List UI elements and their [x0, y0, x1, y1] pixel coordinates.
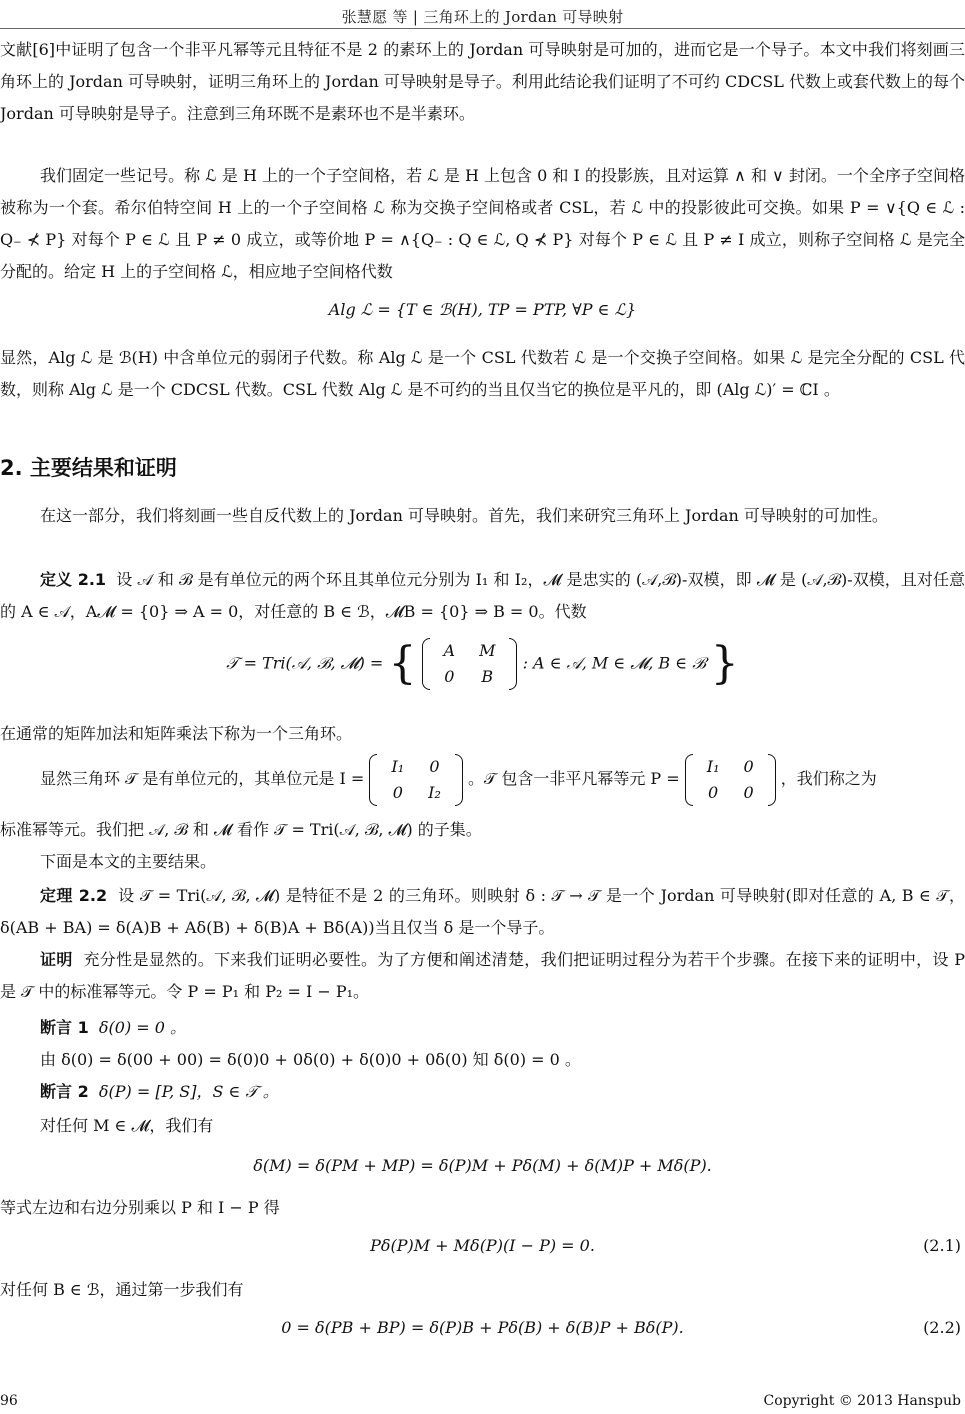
tri-matrix — [422, 638, 518, 690]
equation-delta-m: δ(M) = δ(PM + MP) = δ(P)M + Pδ(M) + δ(M)P + Mδ(P). — [253, 1156, 712, 1175]
standard-idempotent-paragraph: 标准幂等元。我们把 𝒜, ℬ 和 𝓜 看作 𝒯 = Tri(𝒜, ℬ, 𝓜) 的子集。 — [0, 820, 482, 839]
intro-paragraph-2: 我们固定一些记号。称 ℒ 是 H 上的一个子空间格，若 ℒ 是 H 上包含 0 和 I 的投影族，且对运算 ∧ 和 ∨ 封闭。一个全序子空间格被称为一个套。希尔伯特空间 H 上的一个子空间格 ℒ 称为交换子空间格或者 CSL，若 ℒ 中的投影彼此可交换。如果 P = ∨{Q ∈ ℒ : Q₋ ⊀ P} 对每个 P ∈ ℒ 且 P ≠ 0 成立，或等价地 P = ∧{Q₋ : Q ∈ ℒ, Q ⊀ P} 对每个 P ∈ ℒ 且 P ≠ I 成立，则称子空间格 ℒ 是完全分配的。给定 H 上的子空间格 ℒ，相应地子空间格代数 — [0, 166, 965, 281]
theorem-2-2 — [0, 880, 965, 944]
intro-paragraph-3: 显然，Alg ℒ 是 ℬ(H) 中含单位元的弱闭子代数。称 Alg ℒ 是一个 CSL 代数若 ℒ 是一个交换子空间格。如果 ℒ 是完全分配的 CSL 代数，则称 Alg ℒ 是一个 CDCSL 代数。CSL 代数 Alg ℒ 是不可约的当且仅当它的换位是平凡的，即 (Alg ℒ)′ = ℂI 。 — [0, 348, 965, 399]
claim-1-proof: 由 δ(0) = δ(00 + 00) = δ(0)0 + 0δ(0) + δ(0)0 + 0δ(0) 知 δ(0) = 0 。 — [40, 1050, 581, 1069]
equation-2-2-body: 0 = δ(PB + BP) = δ(P)B + Pδ(B) + δ(B)P + Bδ(P). — [281, 1318, 684, 1337]
unit-cell: I₂ — [428, 782, 441, 802]
claim1-text: δ(0) = 0 。 — [98, 1018, 187, 1037]
unit-cell: 0 — [429, 756, 440, 776]
right-brace: } — [710, 638, 739, 689]
equation-2-2-number: (2.2) — [923, 1318, 961, 1337]
left-brace: { — [388, 638, 417, 689]
any-b-paragraph: 对任何 B ∈ ℬ，通过第一步我们有 — [0, 1280, 244, 1299]
claim-2 — [0, 1076, 965, 1108]
unit-paragraph — [0, 752, 965, 806]
tri-cell: 0 — [444, 667, 455, 686]
proof-text: 充分性是显然的。下来我们证明必要性。为了方便和阐述清楚，我们把证明过程分为若干个步骤。在接下来的证明中，设 P 是 𝒯 中的标准幂等元。令 P = P₁ 和 P₂ = I − P₁。 — [0, 950, 965, 1001]
intro-paragraph-1: 文献[6]中证明了包含一个非平凡幂等元且特征不是 2 的素环上的 Jordan 可导映射是可加的，进而它是一个导子。本文中我们将刻画三角环上的 Jordan 可导映射，证明三角环上的 Jordan 可导映射是导子。利用此结论我们证明了不可约 CDCSL 代数上或套代数上的每个 Jordan 可导映射是导子。注意到三角环既不是素环也不是半素环。 — [0, 40, 965, 123]
section-heading: 2. 主要结果和证明 — [0, 456, 177, 480]
claim-1 — [0, 1012, 965, 1044]
claim1-label: 断言 1 — [40, 1018, 89, 1037]
theorem-text: 设 𝒯 = Tri(𝒜, ℬ, 𝓜) 是特征不是 2 的三角环。则映射 δ : 𝒯 → 𝒯 是一个 Jordan 可导映射(即对任意的 A, B ∈ 𝒯，δ(AB + BA) = δ(A)B + Aδ(B) + δ(B)A + Bδ(A))当且仅当 δ 是一个导子。 — [0, 886, 965, 937]
tri-cell: A — [443, 641, 456, 660]
unit-text-b: 。𝒯 包含一非平凡幂等元 P = — [467, 769, 680, 788]
idem-cell: I₁ — [706, 756, 720, 776]
definition-2-1 — [0, 564, 965, 628]
claim2-text: δ(P) = [P, S]，S ∈ 𝒯 。 — [98, 1082, 279, 1101]
tri-cell: M — [479, 641, 496, 660]
equation-2-1-number: (2.1) — [923, 1236, 961, 1255]
tri-cell: B — [481, 667, 494, 686]
unit-text-c: ，我们称之为 — [780, 769, 877, 788]
section-paragraph-1: 在这一部分，我们将刻画一些自反代数上的 Jordan 可导映射。首先，我们来研究三角环上 Jordan 可导映射的可加性。 — [40, 506, 888, 525]
unit-text-a: 显然三角环 𝒯 是有单位元的，其单位元是 I = — [40, 769, 365, 788]
page-number: 96 — [0, 1393, 18, 1409]
idempotent-matrix — [685, 754, 776, 806]
tri-lhs: 𝒯 = Tri(𝒜, ℬ, 𝓜) = — [226, 653, 384, 673]
any-m-paragraph: 对任何 M ∈ 𝓜，我们有 — [40, 1116, 214, 1135]
equation-alg-l: Alg ℒ = {T ∈ ℬ(H), TP = PTP, ∀P ∈ ℒ} — [328, 300, 637, 319]
equation-2-1 — [0, 1230, 965, 1262]
copyright: Copyright © 2013 Hanspub — [763, 1393, 961, 1409]
multiply-paragraph: 等式左边和右边分别乘以 P 和 I − P 得 — [0, 1198, 280, 1217]
equation-2-1-body: Pδ(P)M + Mδ(P)(I − P) = 0. — [370, 1236, 595, 1255]
claim2-label: 断言 2 — [40, 1082, 89, 1101]
header-rule — [0, 28, 965, 29]
ring-paragraph: 在通常的矩阵加法和矩阵乘法下称为一个三角环。 — [0, 724, 353, 743]
idem-cell: 0 — [743, 782, 754, 802]
tri-rhs: : A ∈ 𝒜, M ∈ 𝓜, B ∈ ℬ — [522, 653, 706, 673]
definition-text: 设 𝒜 和 ℬ 是有单位元的两个环且其单位元分别为 I₁ 和 I₂，𝓜 是忠实的 (𝒜,ℬ)-双模，即 𝓜 是 (𝒜,ℬ)-双模，且对任意的 A ∈ 𝒜，A𝓜 = {0} ⇒ A = 0，对任意的 B ∈ ℬ，𝓜B = {0} ⇒ B = 0。代数 — [0, 570, 965, 621]
main-results-intro: 下面是本文的主要结果。 — [40, 852, 217, 871]
running-header: 张慧愿 等 | 三角环上的 Jordan 可导映射 — [341, 8, 624, 26]
equation-triangular-ring — [0, 638, 965, 690]
unit-cell: 0 — [392, 782, 403, 802]
idem-cell: 0 — [743, 756, 754, 776]
idem-cell: 0 — [708, 782, 719, 802]
equation-2-2 — [0, 1312, 965, 1344]
definition-label: 定义 2.1 — [40, 570, 107, 589]
proof-label: 证明 — [40, 950, 73, 969]
unit-matrix — [369, 754, 462, 806]
unit-cell: I₁ — [391, 756, 405, 776]
theorem-label: 定理 2.2 — [40, 886, 108, 905]
proof-paragraph — [0, 944, 965, 1008]
